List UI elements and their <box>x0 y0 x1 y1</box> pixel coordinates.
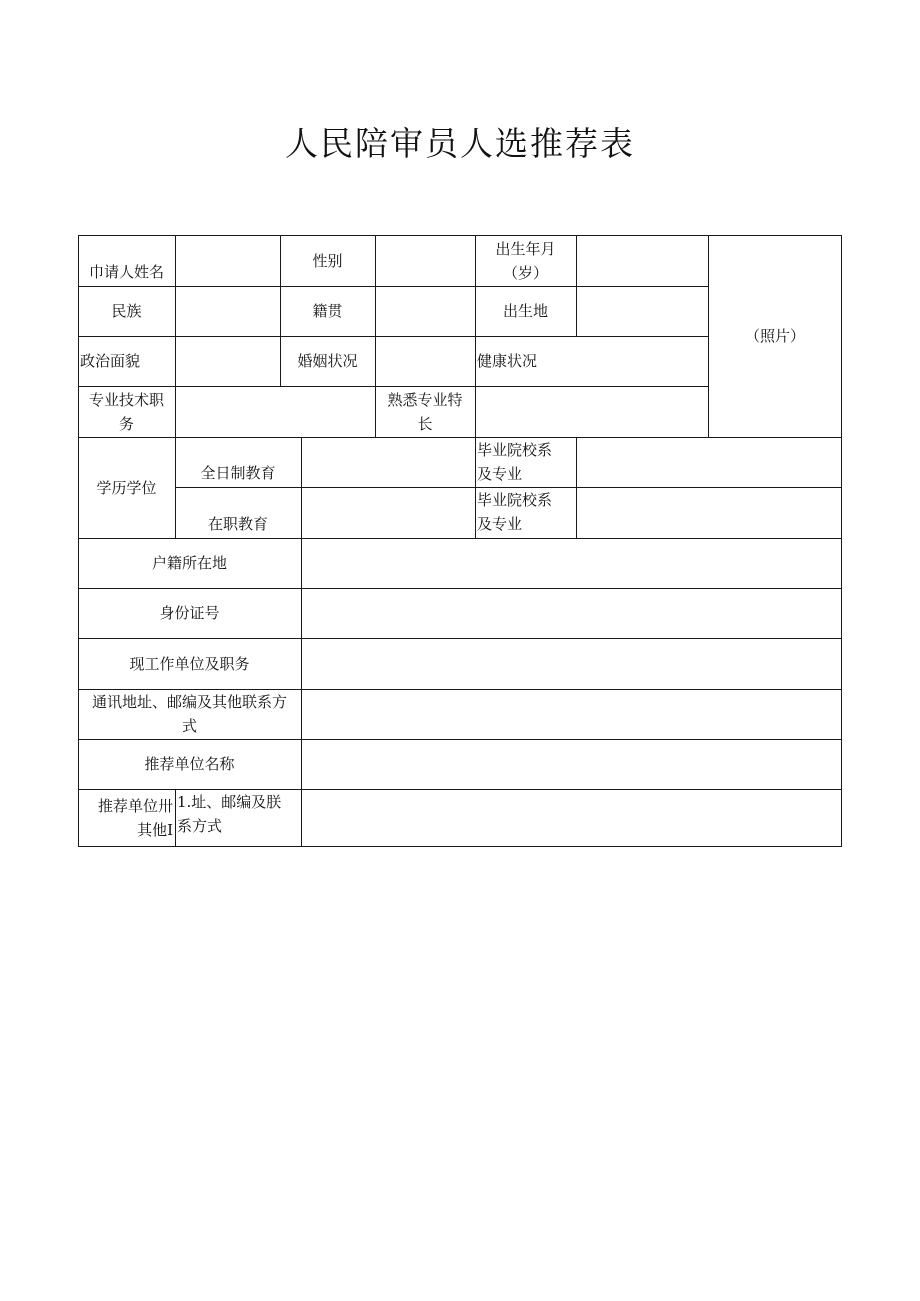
label-graduate-school-2-line1: 毕业院校系 <box>477 491 553 509</box>
field-specialty[interactable] <box>475 386 708 437</box>
page-title: 人民陪审员人选推荐表 <box>285 124 635 163</box>
label-contact-line1: 通讯地址、邮编及其他联系方 <box>91 693 287 711</box>
label-full-time-education: 全日制教育 <box>200 464 276 482</box>
label-rec-address-line2: 系方式 <box>177 817 223 835</box>
label-specialty <box>375 386 475 437</box>
label-education-degree: 学历学位 <box>96 478 157 497</box>
field-full-time-education[interactable] <box>301 437 475 487</box>
label-native-place: 籍贯 <box>312 302 343 320</box>
label-professional-title-line1: 专业技术职 <box>88 390 164 409</box>
label-recommending-unit: 推荐单位名称 <box>144 755 235 773</box>
label-household-registration: 户籍所在地 <box>151 554 227 572</box>
recommendation-form <box>78 235 842 847</box>
label-rec-address-line1: 1.址、邮编及朕 <box>177 793 282 811</box>
label-ethnicity: 民族 <box>111 302 142 320</box>
label-applicant-name: 巾请人姓名 <box>88 263 164 281</box>
label-graduate-school-1-line2: 及专业 <box>477 465 523 483</box>
field-gender[interactable] <box>375 235 475 286</box>
label-professional-title <box>78 386 175 437</box>
label-contact-line2: 式 <box>181 717 197 735</box>
field-graduate-school-2[interactable] <box>576 487 842 538</box>
label-graduate-school-2-line2: 及专业 <box>477 515 523 533</box>
label-specialty-line1: 熟悉专业特 <box>387 390 463 409</box>
field-political-status[interactable] <box>175 336 280 386</box>
field-birth-date[interactable] <box>576 235 708 286</box>
field-recommending-unit[interactable] <box>301 739 842 789</box>
field-ethnicity[interactable] <box>175 286 280 336</box>
field-applicant-name[interactable] <box>175 235 280 286</box>
photo-box[interactable]: （照片） <box>744 327 805 345</box>
field-rec-address[interactable] <box>301 789 842 847</box>
label-rec-unit-other-line2: 其他I <box>137 821 173 839</box>
field-contact[interactable] <box>301 689 842 739</box>
label-id-number: 身份证号 <box>159 604 220 622</box>
label-birthplace: 出生地 <box>502 302 548 320</box>
field-id-number[interactable] <box>301 588 842 638</box>
field-native-place[interactable] <box>375 286 475 336</box>
label-graduate-school-2 <box>475 487 576 538</box>
label-political-status: 政治面貌 <box>80 352 141 370</box>
field-graduate-school-1[interactable] <box>576 437 842 487</box>
label-gender: 性别 <box>312 251 343 270</box>
label-birth-date-line1: 出生年月 <box>495 239 556 258</box>
label-specialty-line2: 长 <box>417 414 433 433</box>
field-in-service-education[interactable] <box>301 487 475 538</box>
label-rec-unit-other <box>78 789 175 847</box>
label-graduate-school-1-line1: 毕业院校系 <box>477 441 553 459</box>
field-current-employer[interactable] <box>301 638 842 689</box>
label-current-employer: 现工作单位及职务 <box>129 654 250 673</box>
label-contact <box>78 689 301 739</box>
label-in-service-education: 在职教育 <box>207 515 268 533</box>
label-professional-title-line2: 务 <box>118 414 134 433</box>
field-birthplace[interactable] <box>576 286 708 336</box>
label-birth-date-line2: （岁） <box>502 263 548 282</box>
field-health-status[interactable] <box>576 336 708 386</box>
label-health-status: 健康状况 <box>477 352 538 370</box>
label-marital-status: 婚姻状况 <box>297 352 358 370</box>
label-rec-address <box>175 789 301 847</box>
label-graduate-school-1 <box>475 437 576 487</box>
label-birth-date <box>475 235 576 286</box>
field-household-registration[interactable] <box>301 538 842 588</box>
field-marital-status[interactable] <box>375 336 475 386</box>
label-rec-unit-other-line1: 推荐单位卅 <box>97 797 173 815</box>
